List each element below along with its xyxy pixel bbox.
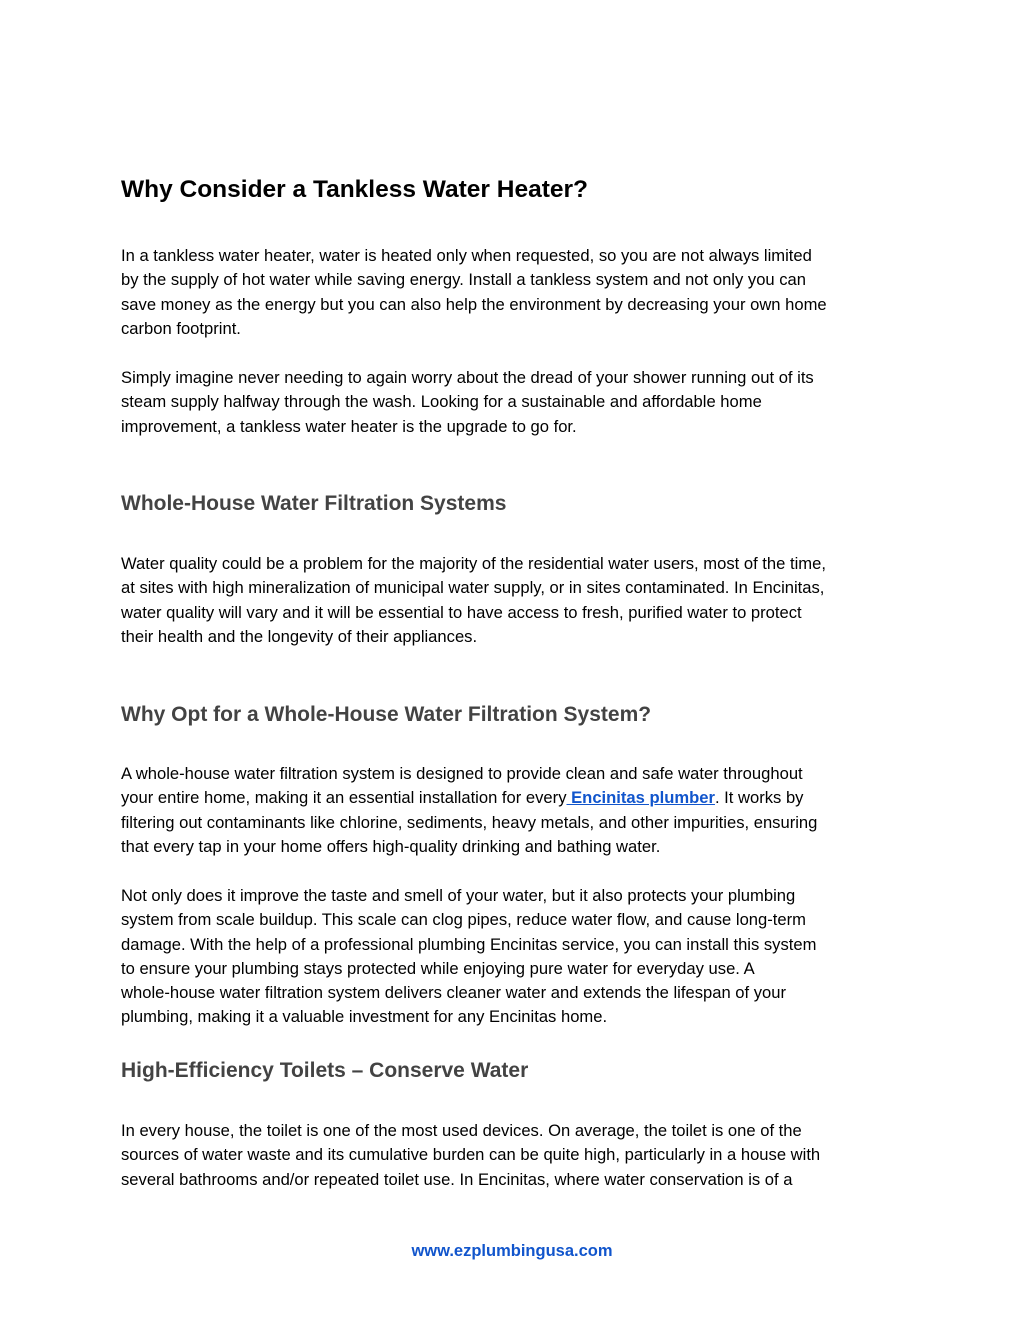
paragraph-tankless-intro xyxy=(121,244,911,341)
text-line: Water quality could be a problem for the majority of the residential water users, most of the time, xyxy=(121,554,826,573)
encinitas-plumber-link[interactable]: Encinitas plumber xyxy=(566,788,715,808)
text-line: that every tap in your home offers high-quality drinking and bathing water. xyxy=(121,836,661,856)
text-line: steam supply halfway through the wash. Looking for a sustainable and affordable home xyxy=(121,392,762,412)
text-line: sources of water waste and its cumulative burden can be quite high, particularly in a house with xyxy=(121,1145,821,1165)
paragraph-tankless-imagine xyxy=(121,366,911,439)
text-line: system from scale buildup. This scale can clog pipes, reduce water flow, and cause long-term xyxy=(121,910,806,930)
text-fragment: . It works by xyxy=(714,788,804,808)
text-line: Simply imagine never needing to again worry about the dread of your shower running out of its xyxy=(121,368,814,387)
footer-website-link[interactable]: www.ezplumbingusa.com xyxy=(411,1242,613,1260)
text-line: In a tankless water heater, water is heated only when requested, so you are not always limited xyxy=(121,246,812,265)
text-line: several bathrooms and/or repeated toilet use. In Encinitas, where water conservation is of a xyxy=(121,1169,793,1189)
text-line: Not only does it improve the taste and smell of your water, but it also protects your plumbing xyxy=(121,886,796,905)
text-fragment: your entire home, making it an essential installation for every xyxy=(121,788,567,808)
heading-why-opt-filtration: Why Opt for a Whole-House Water Filtration System? xyxy=(121,703,652,726)
text-line: plumbing, making it a valuable investment for any Encinitas home. xyxy=(121,1007,608,1027)
text-line: their health and the longevity of their appliances. xyxy=(121,626,478,646)
text-line: carbon footprint. xyxy=(121,318,241,338)
paragraph-filtration-benefits xyxy=(121,884,911,1030)
text-line: In every house, the toilet is one of the most used devices. On average, the toilet is one of the xyxy=(121,1121,802,1140)
text-line: filtering out contaminants like chlorine, sediments, heavy metals, and other impurities, ensuring xyxy=(121,812,818,832)
text-line: to ensure your plumbing stays protected while enjoying pure water for everyday use. A xyxy=(121,958,755,978)
text-line-with-link xyxy=(121,786,911,810)
paragraph-filtration-design xyxy=(121,762,911,859)
text-line: water quality will vary and it will be essential to have access to fresh, purified water to protect xyxy=(121,602,802,622)
text-line: save money as the energy but you can also help the environment by decreasing your own home xyxy=(121,294,827,314)
text-line: damage. With the help of a professional plumbing Encinitas service, you can install this system xyxy=(121,934,817,954)
paragraph-water-quality xyxy=(121,552,911,649)
heading-tankless-water-heater: Why Consider a Tankless Water Heater? xyxy=(121,176,588,203)
paragraph-toilets xyxy=(121,1119,911,1192)
text-line: whole-house water filtration system delivers cleaner water and extends the lifespan of your xyxy=(121,983,787,1003)
text-line: improvement, a tankless water heater is the upgrade to go for. xyxy=(121,416,577,436)
heading-whole-house-filtration: Whole-House Water Filtration Systems xyxy=(121,492,507,515)
heading-high-efficiency-toilets: High-Efficiency Toilets – Conserve Water xyxy=(121,1059,529,1082)
text-line: at sites with high mineralization of municipal water supply, or in sites contaminated. In Encinitas, xyxy=(121,578,825,598)
text-line: by the supply of hot water while saving energy. Install a tankless system and not only you can xyxy=(121,270,807,290)
text-line: A whole-house water filtration system is designed to provide clean and safe water throughout xyxy=(121,764,803,783)
